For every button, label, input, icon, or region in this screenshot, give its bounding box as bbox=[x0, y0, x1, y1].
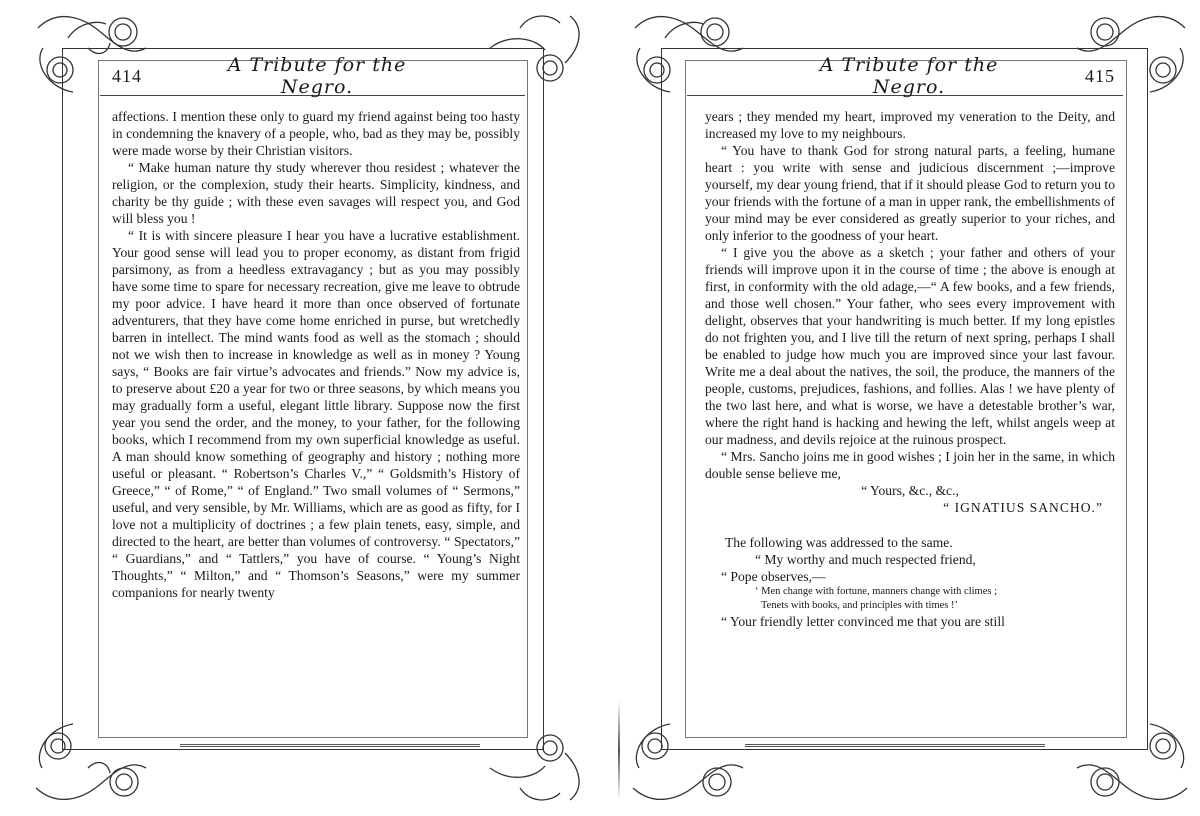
body-text bbox=[112, 108, 520, 601]
ornament-bottom-right bbox=[1075, 718, 1195, 808]
page-gutter bbox=[618, 700, 620, 800]
page-header bbox=[112, 54, 522, 98]
running-head: A Tribute for the Negro. bbox=[227, 54, 407, 98]
footer-rule bbox=[745, 744, 1045, 747]
paragraph: years ; they mended my heart, improved my veneration to the Deity, and increased my love to my neighbours. bbox=[705, 109, 1115, 141]
pope-line: “ Pope observes,— bbox=[721, 569, 826, 584]
page-number: 415 bbox=[1085, 65, 1115, 86]
paragraph: “ It is with sincere pleasure I hear you have a lucrative establishment. Your good sense will lead you to proper economy, as distant from frigid parsimony, as from a heedless extravagancy ; but as you may possibly have some time to spare for necessary recreation, give me leave to obtrude my poor advice. I have heard it more than once observed of fortunate adventurers, that they have come home enriched in purse, but wretchedly barren in intellect. The mind wants food as well as the stomach ; should not we wish then to increase in knowledge as well as in money ? Young says, “ Books are fair virtue’s advocates and friends.” Now my advice is, to preserve about £20 a year for two or three seasons, by which means you may gradually form a useful, elegant little library. Suppose now the first year you send the order, and the money, to your father, for the following books, which I recommend from my own superficial knowledge as useful. A man should know something of geography and history ; nothing more useful or pleasant. “ Robertson’s Charles V.,” “ Goldsmith’s History of Greece,” “ of Rome,” “ of England.” Two small volumes of “ Sermons,” useful, and very sensible, by Mr. Williams, which are as good as fifty, for I love not a multiplicity of doctrines ; a few plain tenets, easy, simple, and directed to the heart, are better than volumes of controversy. “ Spectators,” “ Guardians,” and “ Tattlers,” you have of course. “ Young’s Night Thoughts,” “ Milton,” and “ Thomson’s Seasons,” were my summer companions for nearly twenty bbox=[112, 228, 520, 600]
paragraph: “ I give you the above as a sketch ; your father and others of your friends will improve upon it in the course of time ; the above is enough at first, in conformity with the old adage,—“ A few books, and a few friends, and those well chosen.” Your father, who sees every improvement with delight, observes that your handwriting is much better. If my long epistles do not frighten you, and I live till the return of next spring, perhaps I shall be enabled to judge how much you are improved since your last favour. Write me a deal about the natives, the soil, the produce, the manners of the people, customs, prejudices, fashions, and follies. Alas ! we have plenty of the two last here, and what is worse, we have a detestable brother’s war, where the right hand is hacking and hewing the left, whilst angels weep at our madness, and devils rejoice at the ruinous prospect. bbox=[705, 245, 1115, 447]
salutation: “ My worthy and much respected friend, bbox=[755, 552, 976, 567]
last-line: “ Your friendly letter convinced me that you are still bbox=[721, 614, 1005, 629]
ornament-bottom-right bbox=[490, 718, 610, 808]
page-number: 414 bbox=[112, 65, 142, 86]
paragraph: “ Mrs. Sancho joins me in good wishes ; I join her in the same, in which double sense believe me, bbox=[705, 449, 1115, 481]
signature: “ IGNATIUS SANCHO.” bbox=[943, 500, 1103, 515]
page-header bbox=[703, 54, 1115, 98]
intro-line: The following was addressed to the same. bbox=[725, 535, 953, 550]
right-page bbox=[625, 0, 1200, 816]
paragraph: “ Make human nature thy study wherever thou residest ; whatever the religion, or the complexion, study their hearts. Simplicity, kindness, and charity be thy guide ; with these even savages will respect you, and God will bless you ! bbox=[112, 160, 520, 226]
verse-line: Tenets with books, and principles with times !’ bbox=[761, 600, 958, 611]
closing: “ Yours, &c., &c., bbox=[861, 483, 959, 498]
verse-line: ‘ Men change with fortune, manners change with climes ; bbox=[755, 586, 998, 597]
footer-rule bbox=[180, 744, 480, 747]
running-head: A Tribute for the Negro. bbox=[819, 54, 999, 98]
ornament-bottom-left bbox=[625, 718, 745, 808]
paragraph: affections. I mention these only to guard my friend against being too hasty in condemning the knavery of a people, who, bad as they may be, possibly were made worse by their Christian visitors. bbox=[112, 109, 520, 158]
ornament-bottom-left bbox=[28, 718, 148, 808]
paragraph: “ You have to thank God for strong natural parts, a feeling, humane heart : you write with sense and judicious discernment ;—improve yourself, my dear young friend, that if it should please God to return you to your friends with the fortune of a man in upper rank, the embellishments of your mind may be ever considered as greatly superior to your riches, and only inferior to the goodness of your heart. bbox=[705, 143, 1115, 243]
body-text bbox=[705, 108, 1115, 630]
